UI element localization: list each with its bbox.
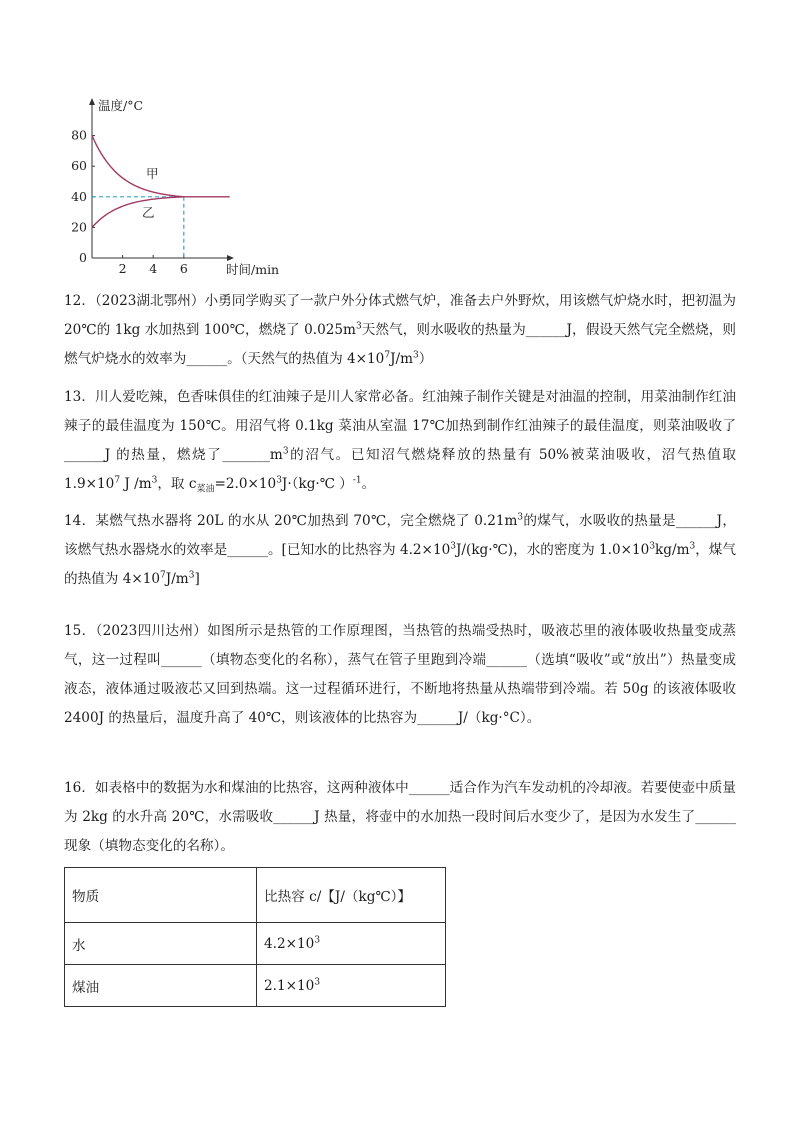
x-tick-label: 2 (118, 261, 127, 276)
y-ticks (71, 128, 95, 265)
table-cell-substance: 煤油 (65, 965, 257, 1007)
curve-jia (92, 136, 184, 197)
table-header-specific-heat: 比热容 c/【J/（kg℃）】 (257, 868, 446, 923)
y-axis-arrow (89, 98, 95, 105)
x-tick-label: 4 (149, 261, 158, 276)
question-15: 15．（2023四川达州）如图所示是热管的工作原理图，当热管的热端受热时，吸液芯里的液体吸收热量变成蒸气，这一过程叫______（填物态变化的名称），蒸气在管子里跑到冷端______（选填“吸收”或“放出”）热量变成液态，液体通过吸液芯又回到热端。这一过程循环进行，不断地将热量从热端带到冷端。若 50g 的该液体吸收 2400J 的热量后，温度升高了 40℃，则该液体的比热容为______J/（kg·°C）。 (64, 623, 741, 726)
table-cell-value: $2.1\times 10^3$ (257, 965, 446, 1007)
table-row (65, 923, 446, 965)
y-tick-label: 20 (71, 219, 87, 235)
table-cell-value: $4.2\times 10^3$ (257, 923, 446, 965)
table-row (65, 965, 446, 1007)
curve-yi (92, 197, 184, 228)
y-tick-label: 40 (71, 188, 87, 204)
question-16: 16．如表格中的数据为水和煤油的比热容，这两种液体中______适合作为汽车发动机的冷却液。若要使壶中质量为 2kg 的水升高 20℃，水需吸收______J 热量，将壶中的水加热一段时间后水变少了，是因为水发生了______现象（填物态变化的名称）。 (64, 780, 736, 854)
question-13: 13．川人爱吃辣，色香味俱佳的红油辣子是川人家常必备。红油辣子制作关键是对油温的控制，用菜油制作红油辣子的最佳温度为 150℃。用沼气将 0.1kg 菜油从室温 17℃加热到制作红油辣子的最佳温度，则菜油吸收了______J 的热量，燃烧了$\_\_\_\_\_\_\_m^3$的沼气。已知沼气燃烧释放的热量有 50%被菜油吸收，沼气热值取 $1.9\times 10^7$ J $/m^3$，取 $c_{菜油}=2.0\times 10^3J\cdot(kg\cdot℃$ ）$^{-1}$。 (64, 389, 741, 495)
question-12: 12．（2023湖北鄂州）小勇同学购买了一款户外分体式燃气炉，准备去户外野炊，用该燃气炉烧水时，把初温为 20℃的 1kg 水加热到 100℃，燃烧了 $0.025m^3$天然气，则水吸收的热量为______J，假设天然气完全燃烧，则燃气炉烧水的效率为______。（天然气的热值为 $4\times 10^7J/m^3$） (64, 293, 741, 367)
curve-jia-label: 甲 (146, 166, 159, 181)
x-axis-label: 时间/min (226, 262, 280, 277)
temperature-time-graph (62, 92, 302, 280)
table-cell-substance: 水 (65, 923, 257, 965)
table-header-substance: 物质 (65, 868, 257, 923)
y-tick-label: 60 (71, 158, 87, 174)
curve-yi-label: 乙 (142, 205, 155, 220)
specific-heat-table (64, 867, 446, 1007)
x-tick-label: 6 (179, 261, 188, 276)
y-axis-label: 温度/°C (98, 98, 144, 113)
y-tick-label: 0 (79, 250, 87, 265)
y-tick-label: 80 (71, 127, 87, 143)
question-14: 14．某燃气热水器将 20L 的水从 20℃加热到 70℃，完全燃烧了 $0.21m^3$的煤气，水吸收的热量是______J，该燃气热水器烧水的效率是______。[已知水的比热容为 $4.2\times 10^3J/(kg\cdot℃)$，水的密度为 $1.0\times 10^3kg/m^3$，煤气的热值为 $4\times 10^7J/m^3$] (64, 512, 736, 587)
table-header-row (65, 868, 446, 923)
x-axis-arrow (227, 255, 234, 261)
